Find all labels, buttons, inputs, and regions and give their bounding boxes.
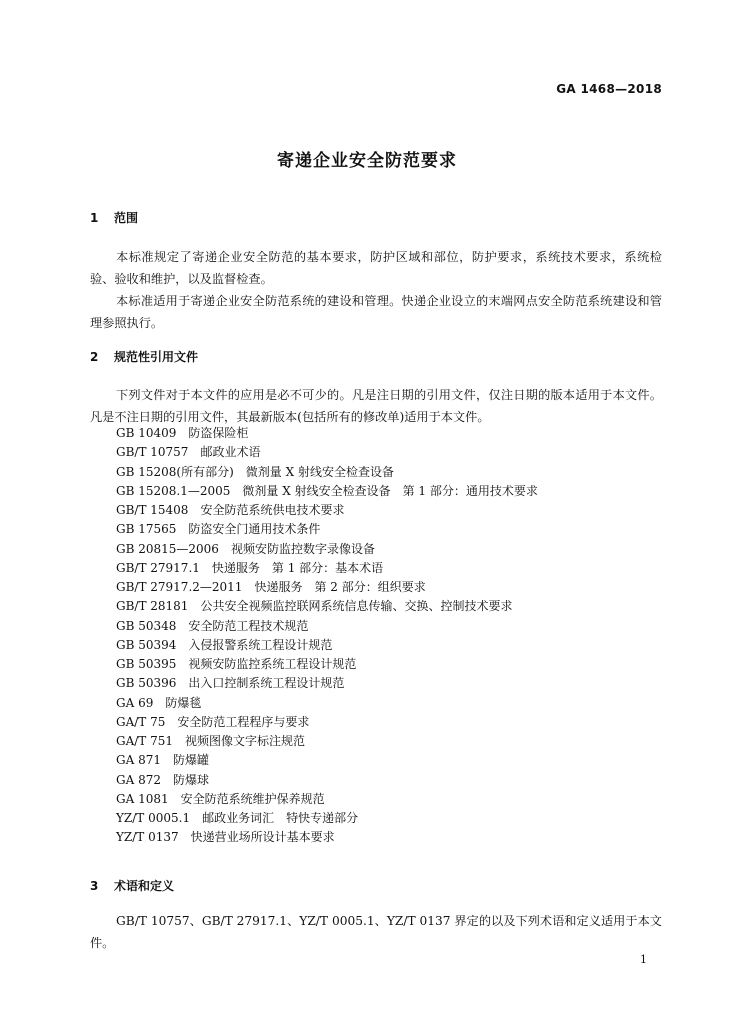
reference-code: GA/T 75 [116,714,166,729]
reference-name: 防爆球 [172,772,209,787]
reference-item [116,424,538,443]
reference-code: GB 50348 [116,618,177,633]
reference-item [116,694,538,713]
reference-item [116,771,538,790]
reference-name: 安全防范系统供电技术要求 [200,503,345,517]
reference-name: 防爆罐 [172,753,209,768]
reference-code: GB/T 27917.1 [116,560,200,575]
reference-name: 邮政业务词汇 特快专递部分 [202,811,359,825]
section-number: 3 [90,879,99,893]
section-number: 2 [90,350,99,364]
reference-item [116,540,538,559]
reference-item [116,559,538,578]
section-2-paragraph-1: 下列文件对于本文件的应用是必不可少的。凡是注日期的引用文件，仅注日期的版本适用于本文件。凡是不注日期的引用文件，其最新版本(包括所有的修改单)适用于本文件。 [90,388,662,424]
reference-name: 出入口控制系统工程设计规范 [188,676,345,691]
reference-name: 防爆毯 [165,695,202,710]
reference-item [116,482,538,501]
reference-name: 视频图像文字标注规范 [185,734,306,748]
reference-name: 快递服务 第 1 部分：基本术语 [211,560,384,575]
reference-item [116,501,538,520]
section-title: 规范性引用文件 [114,350,199,364]
reference-name: 防盗保险柜 [188,426,249,440]
document-title: 寄递企业安全防范要求 [277,151,457,171]
reference-item [116,520,538,539]
section-2-heading [90,348,198,365]
reference-name: 公共安全视频监控联网系统信息传输、交换、控制技术要求 [200,599,513,614]
section-1-heading [90,209,138,226]
reference-name: 快递营业场所设计基本要求 [190,830,335,845]
section-3-paragraph-1: GB/T 10757、GB/T 27917.1、YZ/T 0005.1、YZ/T 0137 界定的以及下列术语和定义适用于本文件。 [90,914,662,950]
reference-item [116,828,538,847]
section-title: 范围 [114,211,139,225]
reference-item [116,636,538,655]
reference-name: 视频安防监控数字录像设备 [230,541,375,556]
reference-item [116,732,538,751]
reference-item [116,463,538,482]
reference-item [116,751,538,770]
reference-code: GB 10409 [116,426,177,440]
reference-code: GB 50395 [116,657,177,671]
reference-name: 安全防范工程程序与要求 [177,714,310,729]
reference-code: GB 50396 [116,676,177,691]
reference-code: GB 15208.1—2005 [116,483,231,498]
reference-code: GA 1081 [116,791,169,806]
page-number: 1 [640,953,647,966]
section-1-paragraph-1: 本标准规定了寄递企业安全防范的基本要求，防护区域和部位，防护要求，系统技术要求，系统检验、验收和维护，以及监督检查。 [90,250,662,286]
reference-code: YZ/T 0005.1 [116,811,191,825]
reference-name: 快递服务 第 2 部分：组织要求 [254,580,426,594]
reference-code: GB/T 10757 [116,445,189,460]
normative-references-list [116,424,538,848]
standard-code: GA 1468—2018 [556,82,662,96]
reference-code: GB 17565 [116,522,177,537]
reference-code: YZ/T 0137 [116,830,179,845]
reference-name: 安全防范工程技术规范 [188,618,309,633]
reference-name: 微剂量 X 射线安全检查设备 第 1 部分：通用技术要求 [242,483,538,498]
reference-item [116,597,538,616]
section-1-paragraph-2: 本标准适用于寄递企业安全防范系统的建设和管理。快递企业设立的末端网点安全防范系统建设和管理参照执行。 [90,294,662,330]
reference-item [116,790,538,809]
reference-item [116,655,538,674]
reference-code: GA 872 [116,772,161,787]
reference-code: GB/T 15408 [116,503,189,517]
reference-name: 防盗安全门通用技术条件 [188,522,321,537]
reference-item [116,578,538,597]
reference-code: GA 871 [116,753,161,768]
section-number: 1 [90,211,99,225]
reference-name: 安全防范系统维护保养规范 [180,791,325,806]
reference-code: GB 50394 [116,637,177,652]
reference-code: GB/T 27917.2—2011 [116,580,243,594]
reference-code: GB/T 28181 [116,599,189,614]
reference-item [116,674,538,693]
reference-code: GB 15208(所有部分) [116,464,234,479]
reference-code: GA/T 751 [116,734,174,748]
reference-code: GB 20815—2006 [116,541,219,556]
reference-code: GA 69 [116,695,154,710]
section-title: 术语和定义 [114,879,175,893]
reference-item [116,443,538,462]
reference-item [116,617,538,636]
reference-item [116,713,538,732]
reference-item [116,809,538,828]
section-3-heading [90,877,174,894]
reference-name: 微剂量 X 射线安全检查设备 [245,464,394,479]
reference-name: 视频安防监控系统工程设计规范 [188,657,357,671]
reference-name: 入侵报警系统工程设计规范 [188,637,333,652]
reference-name: 邮政业术语 [200,445,261,460]
